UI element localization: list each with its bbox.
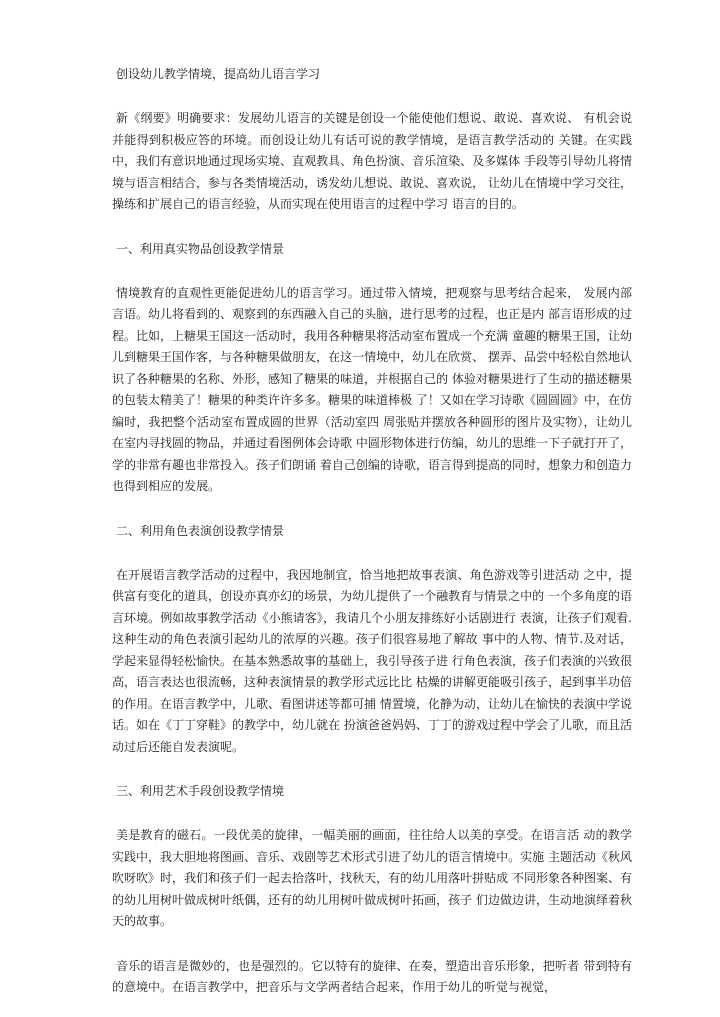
section-heading-1: 一、利用真实物品创设教学情景 [116,241,285,256]
paragraph-section-2: 在开展语言教学活动的过程中，我因地制宜，恰当地把故事表演、角色游戏等引进活动 之中，提供富有变化的道具，创设亦真亦幻的场景，为幼儿提供了一个融教育与情景之中的 一个多角度的语言环境。例如故事教学活动《小熊请客》，我请几个小朋友排练好小话剧进行 表演，让孩子们观看.这种生动的角色表演引起幼儿的浓厚的兴趣。孩子们很容易地了解故 事中的人物、情节.及对话，学起来显得轻松愉快。在基本熟悉故事的基础上，我引导孩子进 行角色表演，孩子们表演的兴致很高，语言表达也很流畅，这种表演情景的教学形式远比比 枯燥的讲解更能吸引孩子，起到事半功倍的作用。在语言教学中，儿歌、看图讲述等都可捕 情置境，化静为动，让幼儿在愉快的表演中学说话。如在《丁丁穿鞋》的教学中，幼儿就在 扮演爸爸妈妈、丁丁的游戏过程中学会了儿歌，而且活动过后还能自发表演呢。 [112,567,632,754]
section-heading-3: 三、利用艺术手段创设教学情境 [116,784,285,798]
paragraph-section-3a: 美是教育的磁石。一段优美的旋律，一幅美丽的画面，往往给人以美的享受。在语言活 动的教学实践中，我大胆地将图画、音乐、戏剧等艺术形式引进了幼儿的语言情境中。实施 主题活动《秋风吹呀吹》时，我们和孩子们一起去拾落叶，找秋天，有的幼儿用落叶拼贴成 不同形象各种图案、有的幼儿用树叶做成树叶纸偶，还有的幼儿用树叶做成树叶拓画，孩子 们边做边讲，生动地演绎着秋天的故事。 [112,828,632,928]
paragraph-section-3b: 音乐的语言是微妙的，也是强烈的。它以特有的旋律、在奏，塑造出音乐形象，把听者 带到特有的意境中。在语言教学中，把音乐与文学两者结合起来，作用于幼儿的听觉与视觉， [112,958,632,994]
paragraph-section-1: 情境教育的直观性更能促进幼儿的语言学习。通过带入情境，把观察与思考结合起来， 发展内部言语。幼儿将看到的、观察到的东西融入自己的头脑，进行思考的过程，也正是内 部言语形成的过程。比如，上糖果王国这一活动时，我用各种糖果将活动室布置成一个充满 童趣的糖果王国，让幼儿到糖果王国作客，与各种糖果做朋友，在这一情境中，幼儿在欣赏、 摆弄、品尝中轻松自然地认识了各种糖果的名称、外形，感知了糖果的味道，并根据自己的 体验对糖果进行了生动的描述糖果的包装太精美了！糖果的种类许许多多。糖果的味道棒极 了！又如在学习诗歌《圆圆圆》中，在仿编时，我把整个活动室布置成圆的世界（活动室四 周张贴并摆放各种圆形的图片及实物），让幼儿在室内寻找圆的物品，并通过看图例体会诗歌 中圆形物体进行仿编，幼儿的思维一下子就打开了，学的非常有趣也非常投入。孩子们朗诵 着自己创编的诗歌，语言得到提高的同时，想象力和创造力也得到相应的发展。 [112,285,632,493]
document-title: 创设幼儿教学情境，提高幼儿语言学习 [116,67,321,81]
section-heading-2: 二、利用角色表演创设教学情景 [116,523,285,538]
paragraph-intro: 新《纲要》明确要求：发展幼儿语言的关键是创设一个能使他们想说、敢说、喜欢说、 有机会说并能得到积极应答的环境。而创设让幼儿有话可说的教学情境，是语言教学活动的 关键。在实践中，我们有意识地通过现场实境、直观教具、角色扮演、音乐渲染、及多媒体 手段等引导幼儿将情境与语言相结合，参与各类情境活动，诱发幼儿想说、敢说、喜欢说， 让幼儿在情境中学习交往，操练和扩展自己的语言经验，从而实现在使用语言的过程中学习 语言的目的。 [112,111,632,211]
